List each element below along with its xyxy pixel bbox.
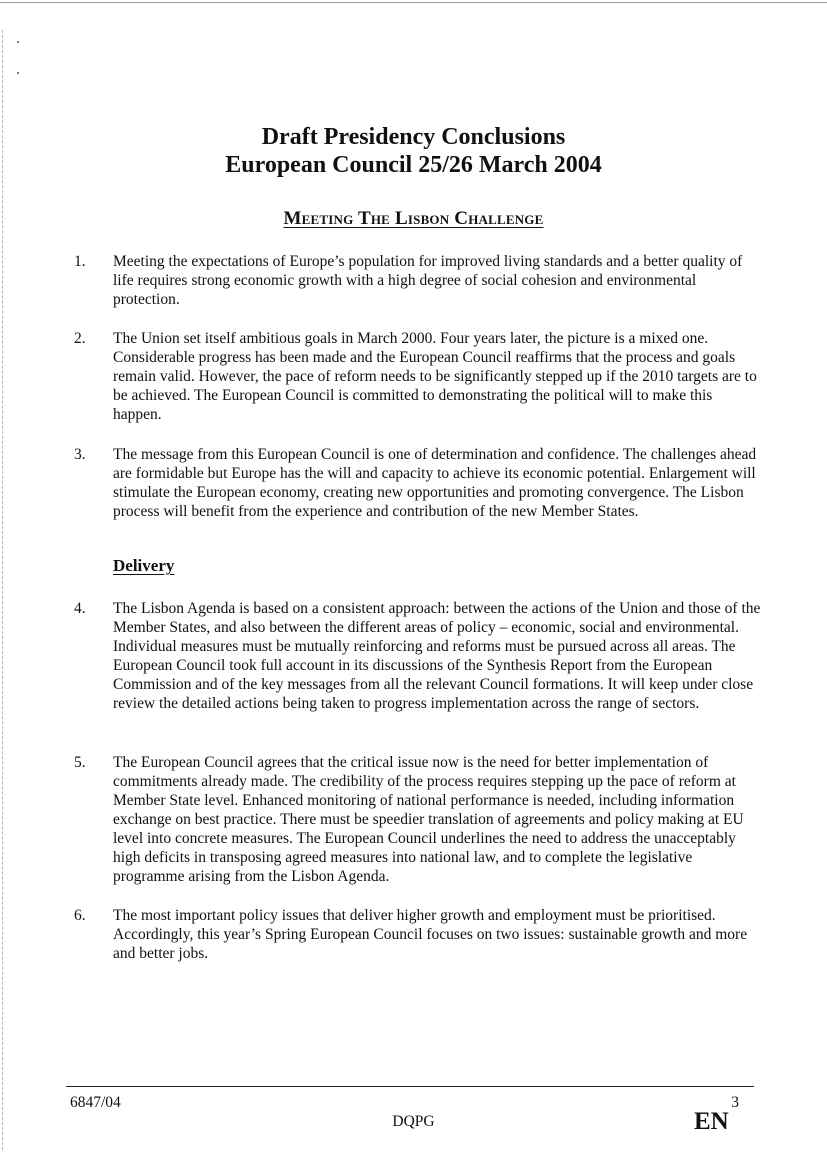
scan-top-edge-line [0,2,827,3]
footer-divider [66,1086,754,1087]
paragraph-number: 1. [74,253,86,270]
footer-document-number: 6847/04 [70,1094,121,1111]
scan-speck [17,41,19,43]
paragraph-text: The Union set itself ambitious goals in March 2000. Four years later, the picture is a mixed one. Considerable progress has been made and the European Council reaffirms that the process and goals remain valid. However, the pace of reform needs to be significantly stepped up if the 2010 targets are to be achieved. The European Council is committed to demonstrating the political will to make this happen. [113,330,757,423]
section-heading: Meeting The Lisbon Challenge [283,208,544,229]
paragraph-number: 5. [74,754,86,771]
subheading-delivery: Delivery [113,556,175,575]
footer-unit-code: DQPG [392,1113,435,1130]
scan-speck [17,72,19,74]
footer-language-code: EN [694,1108,729,1135]
paragraph-text: Meeting the expectations of Europe’s population for improved living standards and a better quality of life requires strong economic growth with a high degree of social cohesion and environmental protection. [113,253,743,308]
paragraph-number: 6. [74,907,86,924]
paragraph-number: 2. [74,330,86,347]
document-title-line-2: European Council 25/26 March 2004 [225,152,602,178]
paragraph-text: The most important policy issues that deliver higher growth and employment must be prioritised. Accordingly, this year’s Spring European Council focuses on two issues: sustainable growth and more and better jobs. [113,907,748,962]
paragraph-text: The European Council agrees that the critical issue now is the need for better implementation of commitments already made. The credibility of the process requires stepping up the pace of reform at Member State level. Enhanced monitoring of national performance is needed, including information exchange on best practice. There must be speedier translation of agreements and policy making at EU level into concrete measures. The European Council underlines the need to address the unacceptably high deficits in transposing agreed measures into national law, and to complete the legislative programme arising from the Lisbon Agenda. [113,754,744,885]
paragraph-text: The Lisbon Agenda is based on a consistent approach: between the actions of the Union and those of the Member States, and also between the different areas of policy – economic, social and environmental. Individual measures must be mutually reinforcing and reforms must be pursued across all areas. The European Council took full account in its discussions of the Synthesis Report from the European Commission and of the key messages from all the relevant Council formations. It will keep under close review the detailed actions being taken to progress implementation across the range of sectors. [113,600,761,712]
paragraph-number: 3. [74,446,86,463]
scan-left-edge-line [2,30,3,1150]
footer-page-number: 3 [731,1094,739,1111]
paragraph-number: 4. [74,600,86,617]
paragraph-text: The message from this European Council is one of determination and confidence. The challenges ahead are formidable but Europe has the will and capacity to achieve its economic potential. Enlargement will stimulate the European economy, creating new opportunities and promoting convergence. The Lisbon process will benefit from the experience and contribution of the new Member States. [113,446,757,520]
document-title-line-1: Draft Presidency Conclusions [261,124,566,150]
